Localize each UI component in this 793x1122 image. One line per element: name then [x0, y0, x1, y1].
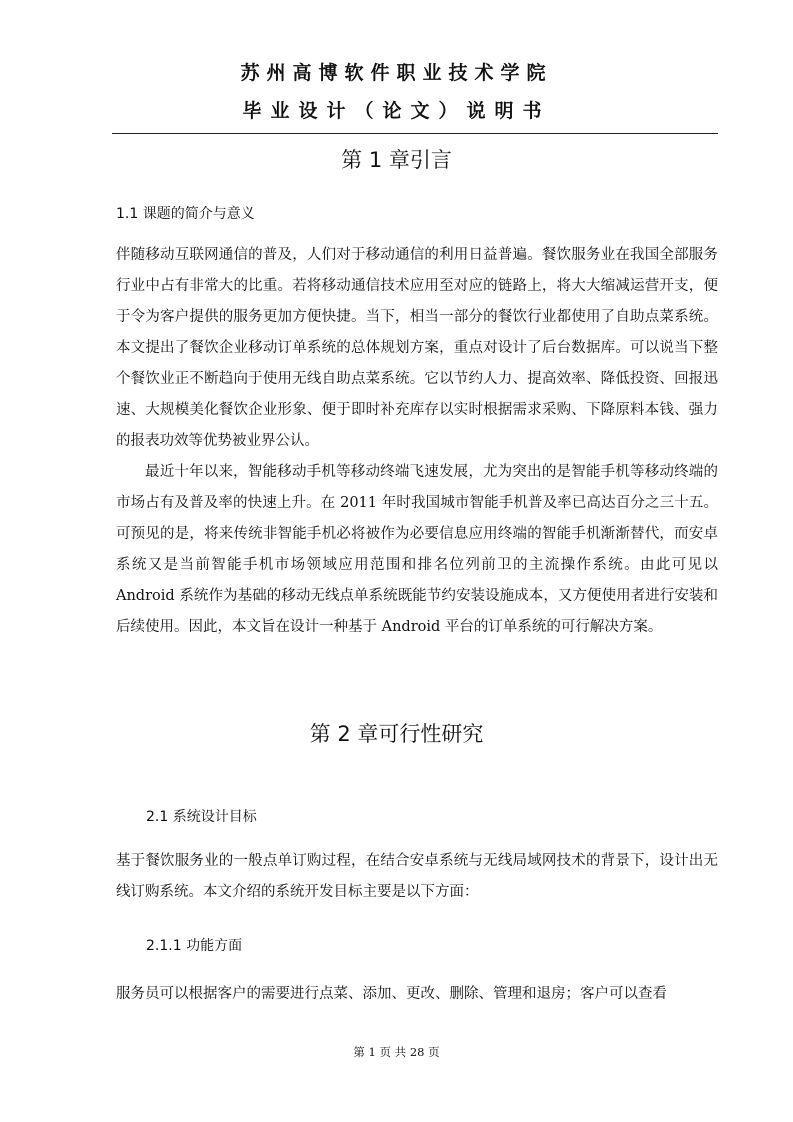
chapter-2-paragraph-1: 基于餐饮服务业的一般点单订购过程，在结合安卓系统与无线局域网技术的背景下，设计出无线订购系统。本文介绍的系统开发目标主要是以下方面：	[116, 853, 718, 900]
section-1-1-heading: 1.1 课题的简介与意义	[116, 206, 255, 222]
chapter-1-paragraph-2: 最近十年以来，智能移动手机等移动终端飞速发展，尤为突出的是智能手机等移动终端的市场占有及普及率的快速上升。在 2011 年时我国城市智能手机普及率已高达百分之三十五。可预见的是，将来传统非智能手机必将被作为必要信息应用终端的智能手机渐渐替代，而安卓系统又是当前智能手机市场领域应用范围和排名位列前卫的主流操作系统。由此可见以 Android 系统作为基础的移动无线点单系统既能节约安装设施成本，又方便使用者进行安装和后续使用。因此，本文旨在设计一种基于 Android 平台的订单系统的可行解决方案。	[116, 464, 718, 635]
section-2-1-1-heading: 2.1.1 功能方面	[146, 938, 243, 954]
header-divider	[112, 133, 718, 134]
chapter-2-title: 第 2 章可行性研究	[309, 722, 484, 746]
header-doc-type: 毕业设计（论文）说明书	[242, 100, 551, 122]
page-number-footer: 第 1 页 共 28 页	[353, 1045, 440, 1059]
chapter-1-title: 第 1 章引言	[341, 148, 452, 172]
header-school-name: 苏州高博软件职业技术学院	[240, 62, 553, 84]
chapter-2-paragraph-2: 服务员可以根据客户的需要进行点菜、添加、更改、删除、管理和退房；客户可以查看	[116, 986, 667, 1002]
section-2-1-heading: 2.1 系统设计目标	[146, 809, 257, 825]
chapter-1-paragraph-1: 伴随移动互联网通信的普及，人们对于移动通信的利用日益普遍。餐饮服务业在我国全部服务行业中占有非常大的比重。若将移动通信技术应用至对应的链路上，将大大缩减运营开支，便于令为客户提供的服务更加方便快捷。当下，相当一部分的餐饮行业都使用了自助点菜系统。本文提出了餐饮企业移动订单系统的总体规划方案，重点对设计了后台数据库。可以说当下整个餐饮业正不断趋向于使用无线自助点菜系统。它以节约人力、提高效率、降低投资、回报迅速、大规模美化餐饮企业形象、便于即时补充库存以实时根据需求采购、下降原料本钱、强力的报表功效等优势被业界公认。	[116, 247, 718, 449]
